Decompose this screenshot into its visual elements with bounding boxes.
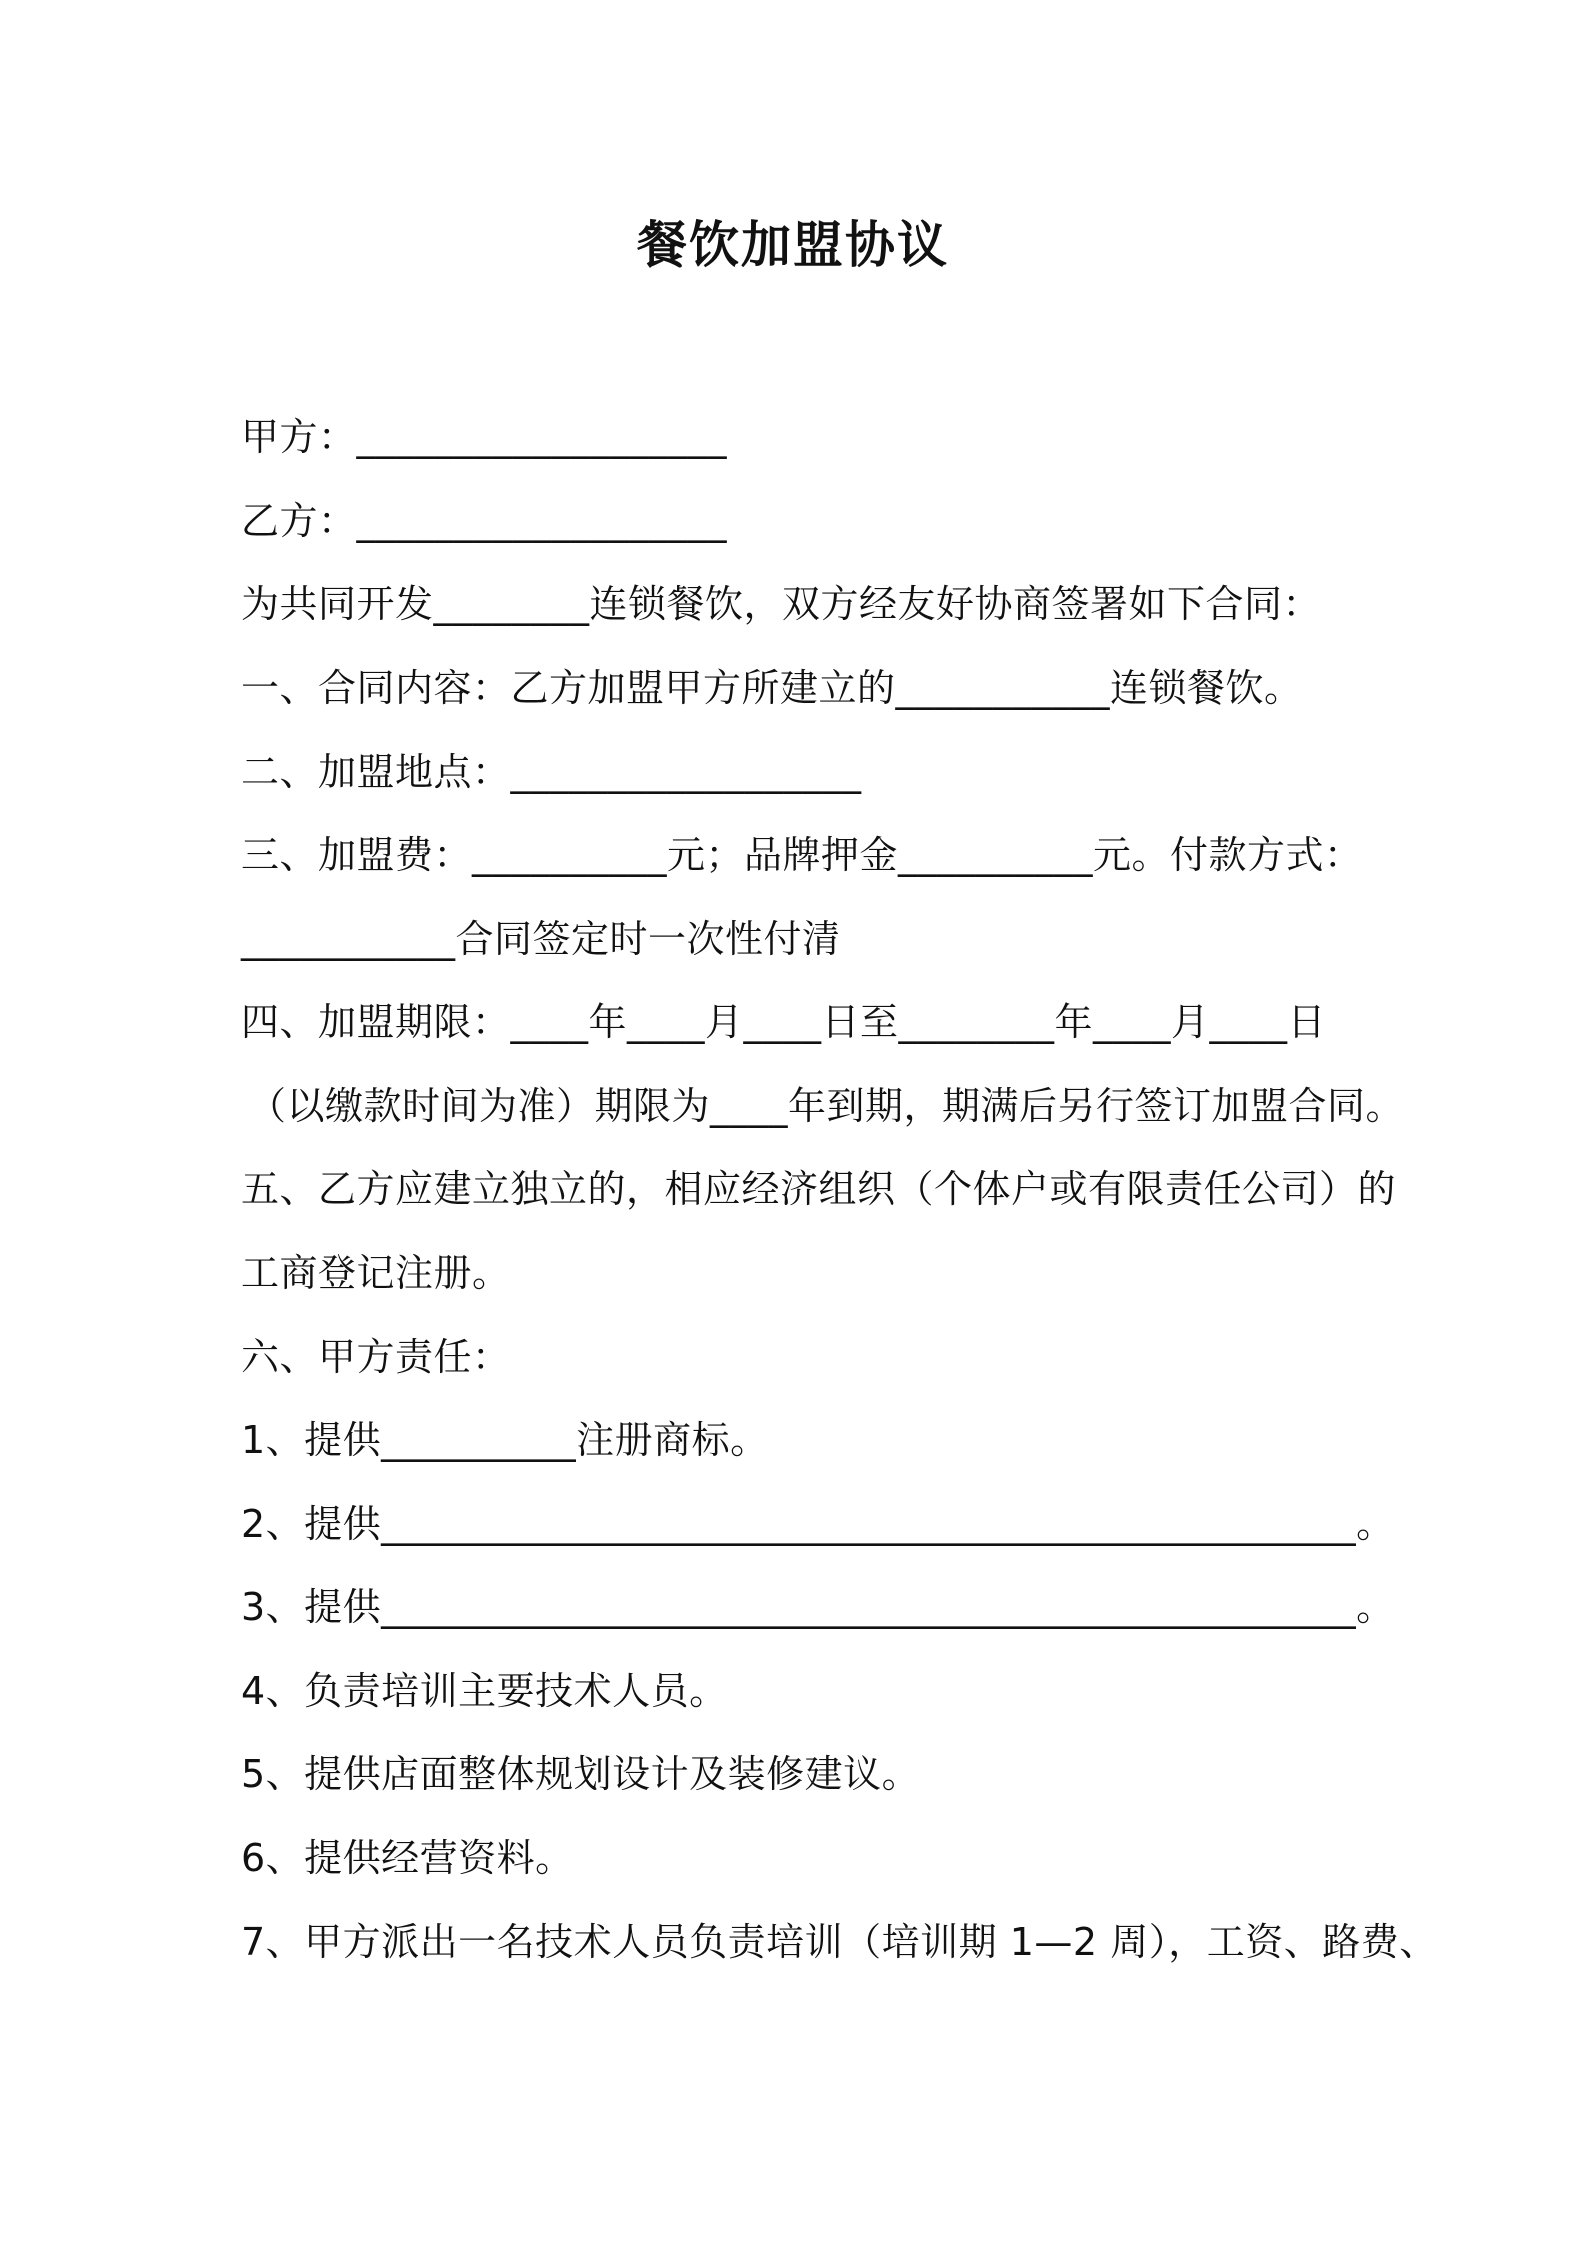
party-a-duty-3: 3、提供__________________________________________________。 (241, 1585, 1395, 1629)
clause-4-continuation: （以缴款时间为准）期限为____年到期，期满后另行签订加盟合同。 (248, 1084, 1405, 1128)
party-b-line: 乙方：___________________ (241, 499, 728, 543)
clause-5-line: 五、乙方应建立独立的，相应经济组织（个体户或有限责任公司）的 (241, 1167, 1397, 1211)
document-title: 餐饮加盟协议 (637, 216, 949, 274)
party-a-line: 甲方：___________________ (241, 415, 728, 459)
clause-3-line: 三、加盟费：__________元；品牌押金__________元。付款方式： (241, 833, 1363, 877)
clause-2-line: 二、加盟地点：__________________ (241, 750, 862, 794)
clause-5-continuation: 工商登记注册。 (241, 1251, 511, 1295)
party-a-duty-6: 6、提供经营资料。 (241, 1836, 574, 1880)
intro-line: 为共同开发________连锁餐饮，双方经友好协商签署如下合同： (241, 582, 1322, 626)
party-a-duty-5: 5、提供店面整体规划设计及装修建议。 (241, 1752, 921, 1796)
clause-1-line: 一、合同内容：乙方加盟甲方所建立的___________连锁餐饮。 (241, 666, 1303, 710)
clause-6-heading: 六、甲方责任： (241, 1335, 511, 1379)
party-a-duty-4: 4、负责培训主要技术人员。 (241, 1669, 728, 1713)
clause-3-continuation: ___________合同签定时一次性付清 (241, 917, 841, 961)
party-a-duty-1: 1、提供__________注册商标。 (241, 1418, 769, 1462)
party-a-duty-7: 7、甲方派出一名技术人员负责培训（培训期 1—2 周），工资、路费、 (241, 1920, 1438, 1964)
clause-4-line: 四、加盟期限：____年____月____日至________年____月____日 (241, 1000, 1327, 1044)
party-a-duty-2: 2、提供__________________________________________________。 (241, 1502, 1395, 1546)
